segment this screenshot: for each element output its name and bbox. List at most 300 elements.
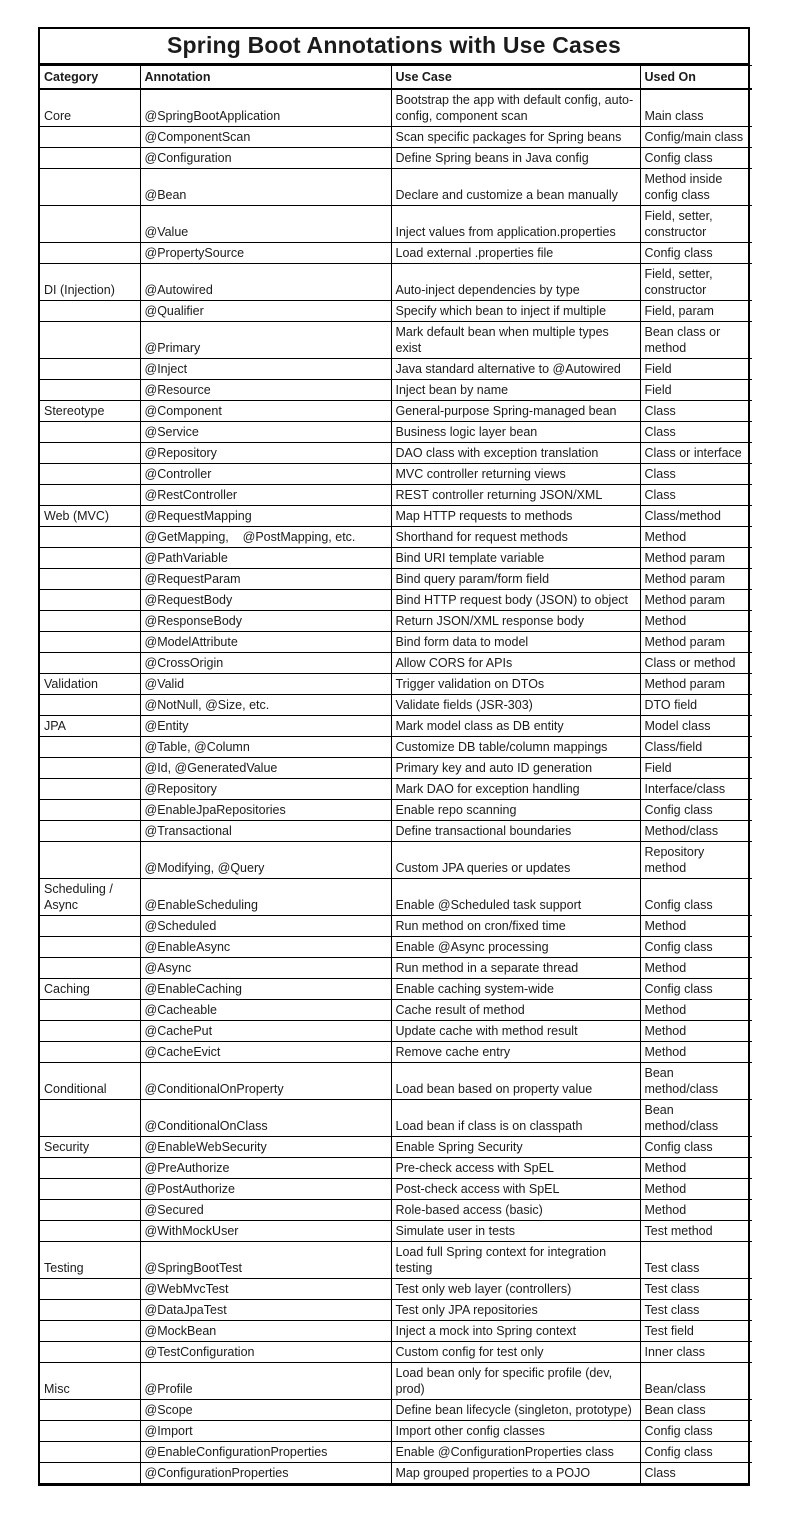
- cell-usecase: Load bean only for specific profile (dev, prod): [391, 1363, 640, 1400]
- cell-category: [40, 243, 140, 264]
- cell-annotation: @CacheEvict: [140, 1042, 391, 1063]
- cell-category: Security: [40, 1137, 140, 1158]
- table-header-row: [40, 66, 752, 90]
- cell-annotation: @Valid: [140, 674, 391, 695]
- cell-category: [40, 322, 140, 359]
- cell-usecase: Define transactional boundaries: [391, 821, 640, 842]
- cell-usecase: Shorthand for request methods: [391, 527, 640, 548]
- table-row: [40, 506, 752, 527]
- cell-usecase: Enable repo scanning: [391, 800, 640, 821]
- cell-category: [40, 1021, 140, 1042]
- table-row: [40, 716, 752, 737]
- cell-category: [40, 958, 140, 979]
- cell-category: [40, 1200, 140, 1221]
- cell-usedon: Field, setter, constructor: [640, 206, 752, 243]
- table-row: [40, 485, 752, 506]
- cell-usecase: Load external .properties file: [391, 243, 640, 264]
- cell-usecase: Mark DAO for exception handling: [391, 779, 640, 800]
- cell-usedon: Bean class or method: [640, 322, 752, 359]
- cell-usedon: Method param: [640, 590, 752, 611]
- cell-category: [40, 148, 140, 169]
- table-row: [40, 1158, 752, 1179]
- cell-usecase: Map grouped properties to a POJO: [391, 1463, 640, 1484]
- cell-category: [40, 1300, 140, 1321]
- cell-usecase: Custom JPA queries or updates: [391, 842, 640, 879]
- cell-usecase: Specify which bean to inject if multiple: [391, 301, 640, 322]
- cell-usedon: Config class: [640, 148, 752, 169]
- column-header-usedon: Used On: [640, 66, 752, 90]
- table-row: [40, 590, 752, 611]
- cell-usecase: Bind URI template variable: [391, 548, 640, 569]
- cell-category: [40, 758, 140, 779]
- cell-usecase: Enable Spring Security: [391, 1137, 640, 1158]
- cell-category: [40, 1421, 140, 1442]
- table-row: [40, 979, 752, 1000]
- cell-category: [40, 821, 140, 842]
- cell-annotation: @CachePut: [140, 1021, 391, 1042]
- table-row: [40, 916, 752, 937]
- table-body: [40, 89, 752, 1483]
- cell-category: Misc: [40, 1363, 140, 1400]
- cell-category: [40, 916, 140, 937]
- cell-usedon: Test method: [640, 1221, 752, 1242]
- cell-category: Validation: [40, 674, 140, 695]
- cell-usedon: Config class: [640, 937, 752, 958]
- cell-category: [40, 937, 140, 958]
- cell-category: [40, 611, 140, 632]
- cell-category: [40, 1342, 140, 1363]
- column-header-annotation: Annotation: [140, 66, 391, 90]
- cell-category: [40, 779, 140, 800]
- cell-usecase: Business logic layer bean: [391, 422, 640, 443]
- cell-usedon: Bean/class: [640, 1363, 752, 1400]
- cell-usedon: Class: [640, 485, 752, 506]
- cell-category: [40, 1000, 140, 1021]
- cell-annotation: @Transactional: [140, 821, 391, 842]
- cell-annotation: @Qualifier: [140, 301, 391, 322]
- cell-usecase: Return JSON/XML response body: [391, 611, 640, 632]
- cell-usedon: Interface/class: [640, 779, 752, 800]
- table-row: [40, 1463, 752, 1484]
- cell-annotation: @ResponseBody: [140, 611, 391, 632]
- cell-category: DI (Injection): [40, 264, 140, 301]
- cell-usedon: Config class: [640, 800, 752, 821]
- cell-annotation: @Id, @GeneratedValue: [140, 758, 391, 779]
- cell-annotation: @DataJpaTest: [140, 1300, 391, 1321]
- cell-usecase: Update cache with method result: [391, 1021, 640, 1042]
- table-row: [40, 1442, 752, 1463]
- cell-usedon: Method param: [640, 569, 752, 590]
- cell-annotation: @TestConfiguration: [140, 1342, 391, 1363]
- cell-category: Stereotype: [40, 401, 140, 422]
- cell-usedon: Method: [640, 527, 752, 548]
- table-row: [40, 380, 752, 401]
- cell-annotation: @WebMvcTest: [140, 1279, 391, 1300]
- table-row: [40, 359, 752, 380]
- cell-usedon: Field, param: [640, 301, 752, 322]
- cell-annotation: @EnableScheduling: [140, 879, 391, 916]
- cell-usedon: Method/class: [640, 821, 752, 842]
- table-header: [40, 66, 752, 90]
- cell-usecase: Enable @ConfigurationProperties class: [391, 1442, 640, 1463]
- cell-category: [40, 206, 140, 243]
- cell-category: [40, 422, 140, 443]
- cell-annotation: @ModelAttribute: [140, 632, 391, 653]
- cell-usedon: Bean method/class: [640, 1063, 752, 1100]
- table-row: [40, 1421, 752, 1442]
- cell-annotation: @EnableJpaRepositories: [140, 800, 391, 821]
- table-row: [40, 569, 752, 590]
- cell-usecase: Validate fields (JSR-303): [391, 695, 640, 716]
- cell-usedon: Config class: [640, 979, 752, 1000]
- cell-usecase: MVC controller returning views: [391, 464, 640, 485]
- cell-usedon: Method param: [640, 632, 752, 653]
- cell-usedon: Test class: [640, 1279, 752, 1300]
- cell-usecase: Load bean based on property value: [391, 1063, 640, 1100]
- column-header-usecase: Use Case: [391, 66, 640, 90]
- cell-usecase: Custom config for test only: [391, 1342, 640, 1363]
- table-row: [40, 695, 752, 716]
- cell-category: [40, 569, 140, 590]
- table-row: [40, 1221, 752, 1242]
- table-row: [40, 1100, 752, 1137]
- cell-usecase: Primary key and auto ID generation: [391, 758, 640, 779]
- cell-usecase: Map HTTP requests to methods: [391, 506, 640, 527]
- cell-annotation: @ComponentScan: [140, 127, 391, 148]
- table-row: [40, 169, 752, 206]
- cell-annotation: @EnableConfigurationProperties: [140, 1442, 391, 1463]
- cell-usecase: Inject values from application.properties: [391, 206, 640, 243]
- cell-category: [40, 359, 140, 380]
- cell-usedon: Model class: [640, 716, 752, 737]
- cell-annotation: @PostAuthorize: [140, 1179, 391, 1200]
- cell-usecase: Role-based access (basic): [391, 1200, 640, 1221]
- cell-annotation: @ConditionalOnClass: [140, 1100, 391, 1137]
- cell-usedon: Method: [640, 1042, 752, 1063]
- cell-category: [40, 632, 140, 653]
- table-row: [40, 206, 752, 243]
- cell-annotation: @RestController: [140, 485, 391, 506]
- table-row: [40, 1321, 752, 1342]
- cell-usedon: Inner class: [640, 1342, 752, 1363]
- cell-usecase: Trigger validation on DTOs: [391, 674, 640, 695]
- cell-category: [40, 443, 140, 464]
- cell-usecase: Auto-inject dependencies by type: [391, 264, 640, 301]
- cell-annotation: @ConfigurationProperties: [140, 1463, 391, 1484]
- annotations-table-frame: [38, 27, 750, 1486]
- cell-usecase: DAO class with exception translation: [391, 443, 640, 464]
- cell-annotation: @SpringBootApplication: [140, 89, 391, 127]
- cell-usedon: Class: [640, 1463, 752, 1484]
- cell-usecase: Enable caching system-wide: [391, 979, 640, 1000]
- cell-usecase: Simulate user in tests: [391, 1221, 640, 1242]
- cell-usecase: Run method on cron/fixed time: [391, 916, 640, 937]
- cell-usedon: Config class: [640, 1442, 752, 1463]
- cell-category: [40, 169, 140, 206]
- cell-category: [40, 1158, 140, 1179]
- cell-annotation: @NotNull, @Size, etc.: [140, 695, 391, 716]
- cell-category: Scheduling / Async: [40, 879, 140, 916]
- cell-usecase: Load bean if class is on classpath: [391, 1100, 640, 1137]
- cell-usedon: Method: [640, 611, 752, 632]
- table-row: [40, 1137, 752, 1158]
- cell-annotation: @EnableWebSecurity: [140, 1137, 391, 1158]
- cell-category: [40, 800, 140, 821]
- cell-usecase: Customize DB table/column mappings: [391, 737, 640, 758]
- cell-usedon: Config class: [640, 1137, 752, 1158]
- column-header-category: Category: [40, 66, 140, 90]
- table-row: [40, 443, 752, 464]
- table-row: [40, 758, 752, 779]
- table-row: [40, 1400, 752, 1421]
- cell-category: [40, 1179, 140, 1200]
- cell-usecase: Load full Spring context for integration testing: [391, 1242, 640, 1279]
- cell-usedon: Test field: [640, 1321, 752, 1342]
- cell-usecase: Enable @Async processing: [391, 937, 640, 958]
- cell-usecase: Mark default bean when multiple types exist: [391, 322, 640, 359]
- cell-usedon: Field: [640, 380, 752, 401]
- cell-annotation: @PreAuthorize: [140, 1158, 391, 1179]
- cell-annotation: @RequestBody: [140, 590, 391, 611]
- annotations-table: [40, 65, 752, 1483]
- table-row: [40, 401, 752, 422]
- cell-usecase: Mark model class as DB entity: [391, 716, 640, 737]
- cell-usecase: Bind query param/form field: [391, 569, 640, 590]
- cell-usedon: Config class: [640, 243, 752, 264]
- cell-usecase: Run method in a separate thread: [391, 958, 640, 979]
- cell-annotation: @SpringBootTest: [140, 1242, 391, 1279]
- table-row: [40, 148, 752, 169]
- cell-usedon: Method: [640, 1000, 752, 1021]
- cell-usedon: Class/method: [640, 506, 752, 527]
- cell-usedon: Config/main class: [640, 127, 752, 148]
- cell-category: [40, 842, 140, 879]
- cell-annotation: @RequestParam: [140, 569, 391, 590]
- cell-usedon: Config class: [640, 879, 752, 916]
- cell-usedon: Method: [640, 1179, 752, 1200]
- cell-usedon: Method param: [640, 548, 752, 569]
- cell-usecase: Allow CORS for APIs: [391, 653, 640, 674]
- cell-annotation: @PathVariable: [140, 548, 391, 569]
- cell-annotation: @Autowired: [140, 264, 391, 301]
- cell-usecase: Java standard alternative to @Autowired: [391, 359, 640, 380]
- table-row: [40, 548, 752, 569]
- cell-usecase: Bind form data to model: [391, 632, 640, 653]
- table-row: [40, 127, 752, 148]
- table-row: [40, 1300, 752, 1321]
- cell-annotation: @Entity: [140, 716, 391, 737]
- cell-usedon: Class or interface: [640, 443, 752, 464]
- cell-category: [40, 653, 140, 674]
- cell-category: [40, 695, 140, 716]
- cell-usedon: Main class: [640, 89, 752, 127]
- cell-category: [40, 1442, 140, 1463]
- cell-usedon: Method: [640, 1200, 752, 1221]
- table-row: [40, 301, 752, 322]
- cell-category: [40, 1042, 140, 1063]
- cell-category: [40, 485, 140, 506]
- cell-usecase: Remove cache entry: [391, 1042, 640, 1063]
- cell-usedon: Method: [640, 1021, 752, 1042]
- cell-annotation: @Service: [140, 422, 391, 443]
- cell-usedon: Test class: [640, 1300, 752, 1321]
- table-row: [40, 1042, 752, 1063]
- cell-usedon: Bean method/class: [640, 1100, 752, 1137]
- cell-category: [40, 301, 140, 322]
- cell-category: Testing: [40, 1242, 140, 1279]
- cell-annotation: @Repository: [140, 443, 391, 464]
- cell-annotation: @Profile: [140, 1363, 391, 1400]
- cell-category: JPA: [40, 716, 140, 737]
- cell-annotation: @EnableCaching: [140, 979, 391, 1000]
- cell-annotation: @Bean: [140, 169, 391, 206]
- cell-usedon: Config class: [640, 1421, 752, 1442]
- table-row: [40, 821, 752, 842]
- cell-annotation: @Repository: [140, 779, 391, 800]
- cell-usedon: Field: [640, 359, 752, 380]
- cell-category: Caching: [40, 979, 140, 1000]
- table-row: [40, 464, 752, 485]
- cell-category: [40, 1400, 140, 1421]
- table-row: [40, 1279, 752, 1300]
- cell-usedon: Field: [640, 758, 752, 779]
- table-row: [40, 1063, 752, 1100]
- cell-category: [40, 548, 140, 569]
- cell-category: [40, 590, 140, 611]
- cell-category: [40, 127, 140, 148]
- cell-category: [40, 1221, 140, 1242]
- table-row: [40, 1363, 752, 1400]
- cell-usecase: Define bean lifecycle (singleton, prototype): [391, 1400, 640, 1421]
- table-row: [40, 632, 752, 653]
- cell-category: [40, 737, 140, 758]
- table-row: [40, 737, 752, 758]
- cell-annotation: @Controller: [140, 464, 391, 485]
- cell-annotation: @ConditionalOnProperty: [140, 1063, 391, 1100]
- table-row: [40, 937, 752, 958]
- cell-usedon: Class/field: [640, 737, 752, 758]
- cell-annotation: @Import: [140, 1421, 391, 1442]
- cell-usecase: Bootstrap the app with default config, auto-config, component scan: [391, 89, 640, 127]
- cell-usedon: Method inside config class: [640, 169, 752, 206]
- table-row: [40, 611, 752, 632]
- table-row: [40, 322, 752, 359]
- cell-annotation: @CrossOrigin: [140, 653, 391, 674]
- cell-annotation: @Table, @Column: [140, 737, 391, 758]
- cell-usedon: Method: [640, 1158, 752, 1179]
- cell-annotation: @Resource: [140, 380, 391, 401]
- cell-annotation: @Value: [140, 206, 391, 243]
- table-row: [40, 1342, 752, 1363]
- page-title: Spring Boot Annotations with Use Cases: [40, 29, 748, 65]
- cell-usedon: Field, setter, constructor: [640, 264, 752, 301]
- cell-usecase: Define Spring beans in Java config: [391, 148, 640, 169]
- cell-category: [40, 464, 140, 485]
- cell-usecase: REST controller returning JSON/XML: [391, 485, 640, 506]
- cell-usedon: Method param: [640, 674, 752, 695]
- cell-annotation: @Secured: [140, 1200, 391, 1221]
- table-row: [40, 674, 752, 695]
- cell-category: [40, 527, 140, 548]
- cell-usecase: Post-check access with SpEL: [391, 1179, 640, 1200]
- cell-usedon: DTO field: [640, 695, 752, 716]
- cell-annotation: @Component: [140, 401, 391, 422]
- cell-usedon: Method: [640, 958, 752, 979]
- cell-usecase: Cache result of method: [391, 1000, 640, 1021]
- table-row: [40, 1179, 752, 1200]
- table-row: [40, 779, 752, 800]
- cell-usedon: Bean class: [640, 1400, 752, 1421]
- cell-annotation: @Modifying, @Query: [140, 842, 391, 879]
- cell-annotation: @PropertySource: [140, 243, 391, 264]
- cell-usecase: Inject a mock into Spring context: [391, 1321, 640, 1342]
- cell-usedon: Class: [640, 464, 752, 485]
- cell-annotation: @Scheduled: [140, 916, 391, 937]
- cell-annotation: @Cacheable: [140, 1000, 391, 1021]
- cell-annotation: @GetMapping, @PostMapping, etc.: [140, 527, 391, 548]
- cell-usecase: Declare and customize a bean manually: [391, 169, 640, 206]
- table-row: [40, 1242, 752, 1279]
- cell-annotation: @Configuration: [140, 148, 391, 169]
- table-row: [40, 653, 752, 674]
- table-row: [40, 842, 752, 879]
- table-row: [40, 89, 752, 127]
- cell-usedon: Class or method: [640, 653, 752, 674]
- cell-annotation: @RequestMapping: [140, 506, 391, 527]
- cell-annotation: @Primary: [140, 322, 391, 359]
- cell-usecase: Enable @Scheduled task support: [391, 879, 640, 916]
- table-row: [40, 1200, 752, 1221]
- cell-category: Conditional: [40, 1063, 140, 1100]
- cell-annotation: @Async: [140, 958, 391, 979]
- table-row: [40, 879, 752, 916]
- cell-usecase: Test only JPA repositories: [391, 1300, 640, 1321]
- cell-usedon: Class: [640, 422, 752, 443]
- cell-category: [40, 380, 140, 401]
- cell-usecase: Scan specific packages for Spring beans: [391, 127, 640, 148]
- cell-annotation: @Scope: [140, 1400, 391, 1421]
- table-row: [40, 958, 752, 979]
- cell-usecase: General-purpose Spring-managed bean: [391, 401, 640, 422]
- table-row: [40, 422, 752, 443]
- cell-category: [40, 1100, 140, 1137]
- cell-annotation: @WithMockUser: [140, 1221, 391, 1242]
- cell-usecase: Import other config classes: [391, 1421, 640, 1442]
- cell-usecase: Test only web layer (controllers): [391, 1279, 640, 1300]
- cell-category: Web (MVC): [40, 506, 140, 527]
- table-row: [40, 800, 752, 821]
- cell-usedon: Method: [640, 916, 752, 937]
- cell-category: [40, 1279, 140, 1300]
- cell-category: [40, 1321, 140, 1342]
- cell-annotation: @Inject: [140, 359, 391, 380]
- cell-usecase: Inject bean by name: [391, 380, 640, 401]
- table-row: [40, 264, 752, 301]
- cell-annotation: @MockBean: [140, 1321, 391, 1342]
- cell-usecase: Bind HTTP request body (JSON) to object: [391, 590, 640, 611]
- cell-category: Core: [40, 89, 140, 127]
- table-row: [40, 1021, 752, 1042]
- cell-usecase: Pre-check access with SpEL: [391, 1158, 640, 1179]
- table-row: [40, 1000, 752, 1021]
- cell-usedon: Test class: [640, 1242, 752, 1279]
- cell-annotation: @EnableAsync: [140, 937, 391, 958]
- cell-usedon: Class: [640, 401, 752, 422]
- table-row: [40, 527, 752, 548]
- cell-category: [40, 1463, 140, 1484]
- cell-usedon: Repository method: [640, 842, 752, 879]
- table-row: [40, 243, 752, 264]
